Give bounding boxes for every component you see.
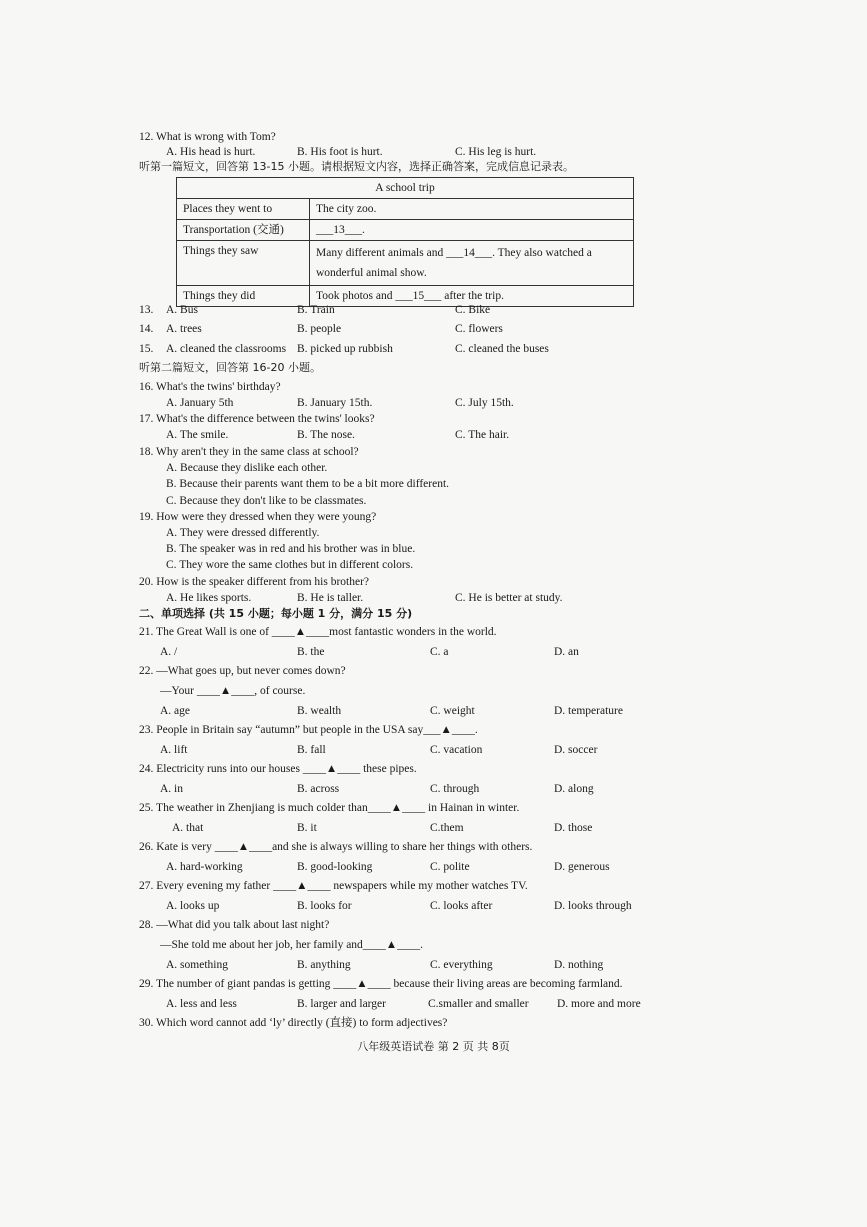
question-19-option-a: A. They were dressed differently. — [166, 527, 320, 539]
question-13-option-a: A. Bus — [166, 304, 198, 316]
question-22-option-c: C. weight — [430, 705, 475, 717]
question-14-option-c: C. flowers — [455, 323, 503, 335]
question-21-option-a: A. / — [160, 646, 178, 658]
question-30-stem: 30. Which word cannot add ‘ly’ directly (直接) to form adjectives? — [139, 1017, 448, 1029]
question-20-option-c: C. He is better at study. — [455, 592, 563, 604]
question-12-stem: 12. What is wrong with Tom? — [139, 131, 276, 143]
question-25-stem: 25. The weather in Zhenjiang is much colder than____▲____ in Hainan in winter. — [139, 802, 520, 814]
table-row-label: Places they went to — [177, 199, 310, 220]
question-17-stem: 17. What's the difference between the twins' looks? — [139, 413, 375, 425]
table-row — [177, 286, 634, 307]
question-24-option-d: D. along — [554, 783, 594, 795]
question-28-option-b: B. anything — [297, 959, 351, 971]
question-26-option-c: C. polite — [430, 861, 470, 873]
question-17-option-a: A. The smile. — [166, 429, 229, 441]
question-19-stem: 19. How were they dressed when they were young? — [139, 511, 377, 523]
question-25-option-d: D. those — [554, 822, 593, 834]
table-row-label: Transportation (交通) — [177, 220, 310, 241]
question-22-option-d: D. temperature — [554, 705, 623, 717]
question-24-stem: 24. Electricity runs into our houses ____▲____ these pipes. — [139, 763, 417, 775]
question-29-option-a: A. less and less — [166, 998, 237, 1010]
question-26-stem: 26. Kate is very ____▲____and she is always willing to share her things with others. — [139, 841, 533, 853]
question-22-option-b: B. wealth — [297, 705, 342, 717]
question-28-option-d: D. nothing — [554, 959, 604, 971]
question-23-option-b: B. fall — [297, 744, 326, 756]
section-2-instruction: 听第二篇短文，回答第 16-20 小题。 — [139, 361, 321, 374]
question-20-option-a: A. He likes sports. — [166, 592, 252, 604]
question-16-option-a: A. January 5th — [166, 397, 234, 409]
question-28-stem: 28. —What did you talk about last night? — [139, 919, 330, 931]
question-18-option-a: A. Because they dislike each other. — [166, 462, 328, 474]
question-23-option-d: D. soccer — [554, 744, 598, 756]
question-27-option-a: A. looks up — [166, 900, 220, 912]
question-28-stem-2: —She told me about her job, her family and____▲____. — [160, 939, 424, 951]
question-23-option-c: C. vacation — [430, 744, 483, 756]
question-14-option-a: A. trees — [166, 323, 202, 335]
question-20-stem: 20. How is the speaker different from his brother? — [139, 576, 370, 588]
table-row-label: Things they did — [177, 286, 310, 307]
table-row — [177, 199, 634, 220]
question-18-option-b: B. Because their parents want them to be a bit more different. — [166, 478, 450, 490]
page-footer: 八年级英语试卷 第 2 页 共 8页 — [357, 1040, 510, 1053]
question-27-option-c: C. looks after — [430, 900, 493, 912]
question-14-option-b: B. people — [297, 323, 342, 335]
question-27-stem: 27. Every evening my father ____▲____ newspapers while my mother watches TV. — [139, 880, 528, 892]
question-14-number: 14. — [139, 323, 154, 335]
question-21-option-d: D. an — [554, 646, 579, 658]
question-18-stem: 18. Why aren't they in the same class at school? — [139, 446, 359, 458]
question-26-option-b: B. good-looking — [297, 861, 373, 873]
table-row-value: Took photos and ___15___ after the trip. — [310, 286, 634, 307]
question-24-option-b: B. across — [297, 783, 340, 795]
table-row — [177, 241, 634, 286]
question-21-option-b: B. the — [297, 646, 325, 658]
table-row-value: The city zoo. — [310, 199, 634, 220]
question-20-option-b: B. He is taller. — [297, 592, 364, 604]
question-22-stem: 22. —What goes up, but never comes down? — [139, 665, 346, 677]
question-27-option-d: D. looks through — [554, 900, 632, 912]
question-17-option-b: B. The nose. — [297, 429, 355, 441]
question-24-option-a: A. in — [160, 783, 183, 795]
table-row — [177, 220, 634, 241]
question-15-option-b: B. picked up rubbish — [297, 343, 393, 355]
section-1-instruction: 听第一篇短文，回答第 13-15 小题。请根据短文内容，选择正确答案，完成信息记录表。 — [139, 160, 574, 173]
question-26-option-d: D. generous — [554, 861, 610, 873]
table-row-value: Many different animals and ___14___. They also watched a wonderful animal show. — [310, 241, 634, 286]
question-28-option-a: A. something — [166, 959, 228, 971]
question-16-option-b: B. January 15th. — [297, 397, 373, 409]
question-21-stem: 21. The Great Wall is one of ____▲____most fantastic wonders in the world. — [139, 626, 497, 638]
table-row-label: Things they saw — [177, 241, 310, 286]
question-24-option-c: C. through — [430, 783, 480, 795]
question-29-stem: 29. The number of giant pandas is getting ____▲____ because their living areas are becoming farmland. — [139, 978, 623, 990]
question-22-option-a: A. age — [160, 705, 191, 717]
question-25-option-b: B. it — [297, 822, 317, 834]
question-15-number: 15. — [139, 343, 154, 355]
question-29-option-c: C.smaller and smaller — [428, 998, 529, 1010]
question-29-option-b: B. larger and larger — [297, 998, 386, 1010]
question-15-option-c: C. cleaned the buses — [455, 343, 549, 355]
question-19-option-b: B. The speaker was in red and his brother was in blue. — [166, 543, 416, 555]
question-16-stem: 16. What's the twins' birthday? — [139, 381, 281, 393]
question-12-option-c: C. His leg is hurt. — [455, 146, 537, 158]
question-22-stem-2: —Your ____▲____, of course. — [160, 685, 306, 697]
question-25-option-a: A. that — [172, 822, 204, 834]
question-16-option-c: C. July 15th. — [455, 397, 514, 409]
part-2-heading: 二、单项选择 (共 15 小题；每小题 1 分，满分 15 分) — [139, 607, 413, 620]
question-13-option-b: B. Train — [297, 304, 335, 316]
question-27-option-b: B. looks for — [297, 900, 352, 912]
question-13-option-c: C. Bike — [455, 304, 491, 316]
question-21-option-c: C. a — [430, 646, 449, 658]
school-trip-table — [176, 177, 634, 307]
question-23-option-a: A. lift — [160, 744, 188, 756]
question-12-option-a: A. His head is hurt. — [166, 146, 256, 158]
table-row-value: ___13___. — [310, 220, 634, 241]
question-26-option-a: A. hard-working — [166, 861, 243, 873]
question-19-option-c: C. They wore the same clothes but in different colors. — [166, 559, 414, 571]
question-15-option-a: A. cleaned the classrooms — [166, 343, 287, 355]
question-13-number: 13. — [139, 304, 154, 316]
question-29-option-d: D. more and more — [557, 998, 641, 1010]
question-23-stem: 23. People in Britain say “autumn” but people in the USA say___▲____. — [139, 724, 478, 736]
question-25-option-c: C.them — [430, 822, 464, 834]
question-12-option-b: B. His foot is hurt. — [297, 146, 383, 158]
question-17-option-c: C. The hair. — [455, 429, 510, 441]
table-title: A school trip — [177, 178, 634, 199]
question-28-option-c: C. everything — [430, 959, 493, 971]
question-18-option-c: C. Because they don't like to be classmates. — [166, 495, 367, 507]
